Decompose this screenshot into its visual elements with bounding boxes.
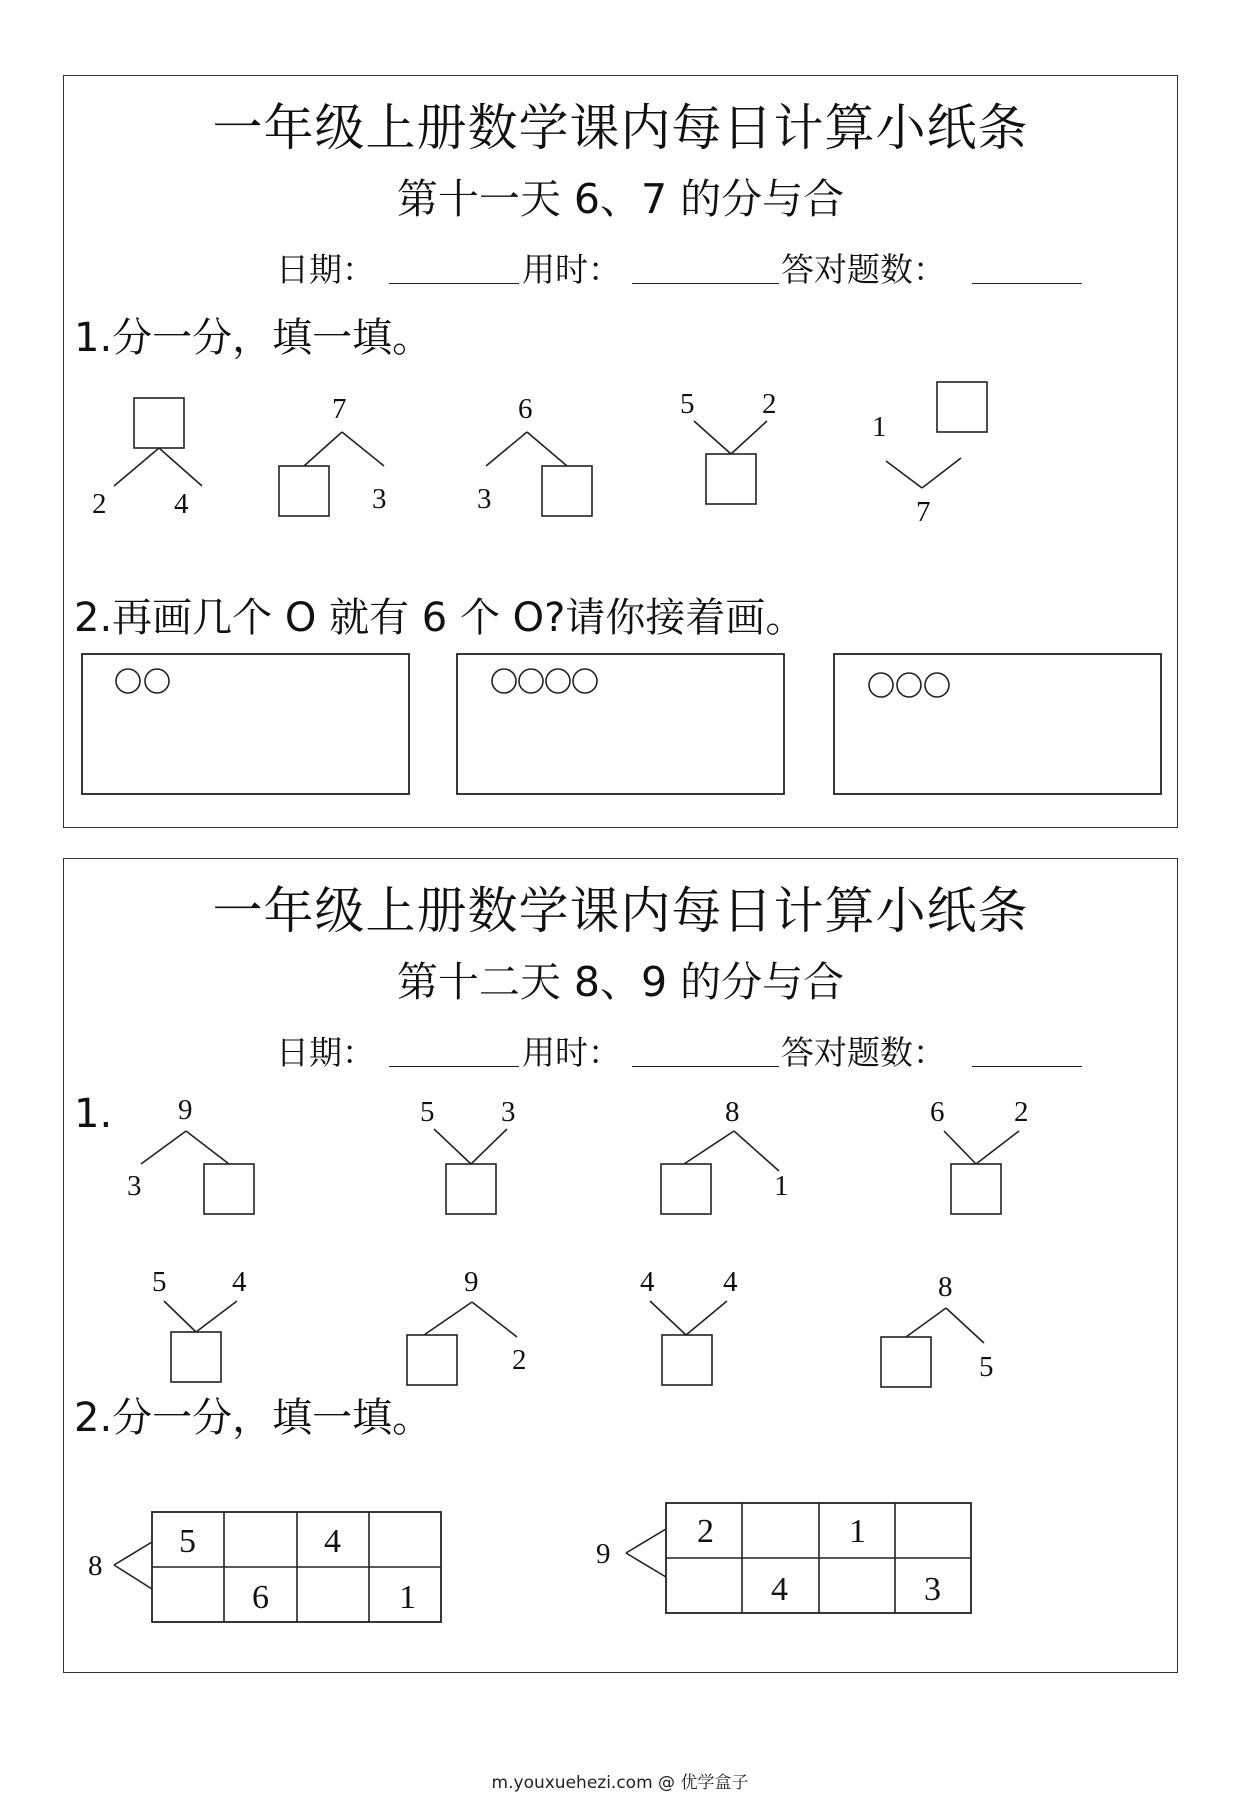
- right-number: 2: [512, 1344, 527, 1376]
- split-item-4: [930, 1096, 1029, 1214]
- top-number: 9: [178, 1094, 193, 1126]
- worksheet-card-day11: [63, 75, 1178, 828]
- split-item-3: [661, 1096, 789, 1214]
- answer-box[interactable]: [662, 1335, 712, 1385]
- date-label: 日期：: [276, 1033, 375, 1072]
- right-number: 4: [723, 1266, 738, 1298]
- question-1-label: 1.: [74, 1091, 113, 1137]
- split-item-3: [477, 393, 592, 516]
- top-number: 7: [332, 393, 347, 425]
- answer-box[interactable]: [881, 1337, 931, 1387]
- right-number: 5: [979, 1351, 994, 1383]
- answer-box[interactable]: [937, 382, 987, 432]
- split-item-6: [407, 1266, 527, 1385]
- split-item-8: [881, 1271, 994, 1387]
- question-2-label: 2.再画几个 O 就有 6 个 O?请你接着画。: [74, 595, 806, 641]
- top-number: 8: [938, 1271, 953, 1303]
- score-label: 答对题数：: [781, 1033, 946, 1072]
- answer-box[interactable]: [171, 1332, 221, 1382]
- card-title: 一年级上册数学课内每日计算小纸条: [212, 99, 1029, 157]
- question-2-label: 2.分一分，填一填。: [74, 1395, 433, 1441]
- answer-box[interactable]: [279, 466, 329, 516]
- split-item-4: [680, 388, 777, 504]
- split-item-7: [640, 1266, 738, 1385]
- left-number: 1: [872, 411, 887, 443]
- split-item-1: [92, 398, 202, 520]
- card2-drawings: [64, 859, 1179, 1674]
- right-number: 2: [762, 388, 777, 420]
- grid-cell: 3: [924, 1571, 941, 1608]
- grid-cell: 6: [252, 1579, 269, 1616]
- date-label: 日期：: [276, 250, 375, 289]
- top-number: 6: [518, 393, 533, 425]
- question-1-label: 1.分一分，填一填。: [74, 315, 433, 361]
- answer-box[interactable]: [134, 398, 184, 448]
- split-item-5: [872, 382, 987, 528]
- footer-watermark: m.youxuehezi.com @ 优学盒子: [491, 1773, 749, 1793]
- grid-cell: 2: [697, 1513, 714, 1550]
- grid-total: 8: [88, 1550, 103, 1582]
- circle-box-2[interactable]: [457, 654, 784, 794]
- worksheet-card-day12: [63, 858, 1178, 1673]
- answer-box[interactable]: [204, 1164, 254, 1214]
- left-number: 3: [477, 483, 492, 515]
- answer-box[interactable]: [706, 454, 756, 504]
- grid-total: 9: [596, 1538, 611, 1570]
- split-grid-9: [596, 1503, 971, 1613]
- grid-cell: 4: [771, 1571, 788, 1608]
- left-number: 4: [640, 1266, 655, 1298]
- left-number: 5: [680, 388, 695, 420]
- grid-cell: 4: [324, 1523, 341, 1560]
- right-number: 3: [501, 1096, 516, 1128]
- card-subtitle: 第十一天 6、7 的分与合: [396, 175, 845, 223]
- answer-box[interactable]: [407, 1335, 457, 1385]
- grid-cell: 1: [399, 1579, 416, 1616]
- right-number: 3: [372, 483, 387, 515]
- answer-box[interactable]: [661, 1164, 711, 1214]
- card-subtitle: 第十二天 8、9 的分与合: [396, 958, 845, 1006]
- top-number: 9: [464, 1266, 479, 1298]
- split-item-2: [420, 1096, 516, 1214]
- time-label: 用时：: [522, 1033, 621, 1072]
- grid-cell: 5: [179, 1523, 196, 1560]
- left-number: 5: [420, 1096, 435, 1128]
- circle-box-1[interactable]: [82, 654, 409, 794]
- left-number: 3: [127, 1170, 142, 1202]
- answer-box[interactable]: [951, 1164, 1001, 1214]
- right-number: 4: [232, 1266, 247, 1298]
- top-number: 8: [725, 1096, 740, 1128]
- card-title: 一年级上册数学课内每日计算小纸条: [212, 882, 1029, 940]
- time-label: 用时：: [522, 250, 621, 289]
- answer-box[interactable]: [542, 466, 592, 516]
- right-number: 4: [174, 488, 189, 520]
- left-number: 2: [92, 488, 107, 520]
- circle-box-3[interactable]: [834, 654, 1161, 794]
- right-number: 2: [1014, 1096, 1029, 1128]
- bottom-number: 7: [916, 496, 931, 528]
- card1-drawings: [64, 76, 1179, 829]
- score-label: 答对题数：: [781, 250, 946, 289]
- split-item-5: [152, 1266, 247, 1382]
- answer-box[interactable]: [446, 1164, 496, 1214]
- split-item-2: [279, 393, 387, 516]
- right-number: 1: [774, 1170, 789, 1202]
- split-item-1: [127, 1094, 254, 1214]
- split-grid-8: [88, 1512, 441, 1622]
- left-number: 5: [152, 1266, 167, 1298]
- left-number: 6: [930, 1096, 945, 1128]
- grid-cell: 1: [849, 1513, 866, 1550]
